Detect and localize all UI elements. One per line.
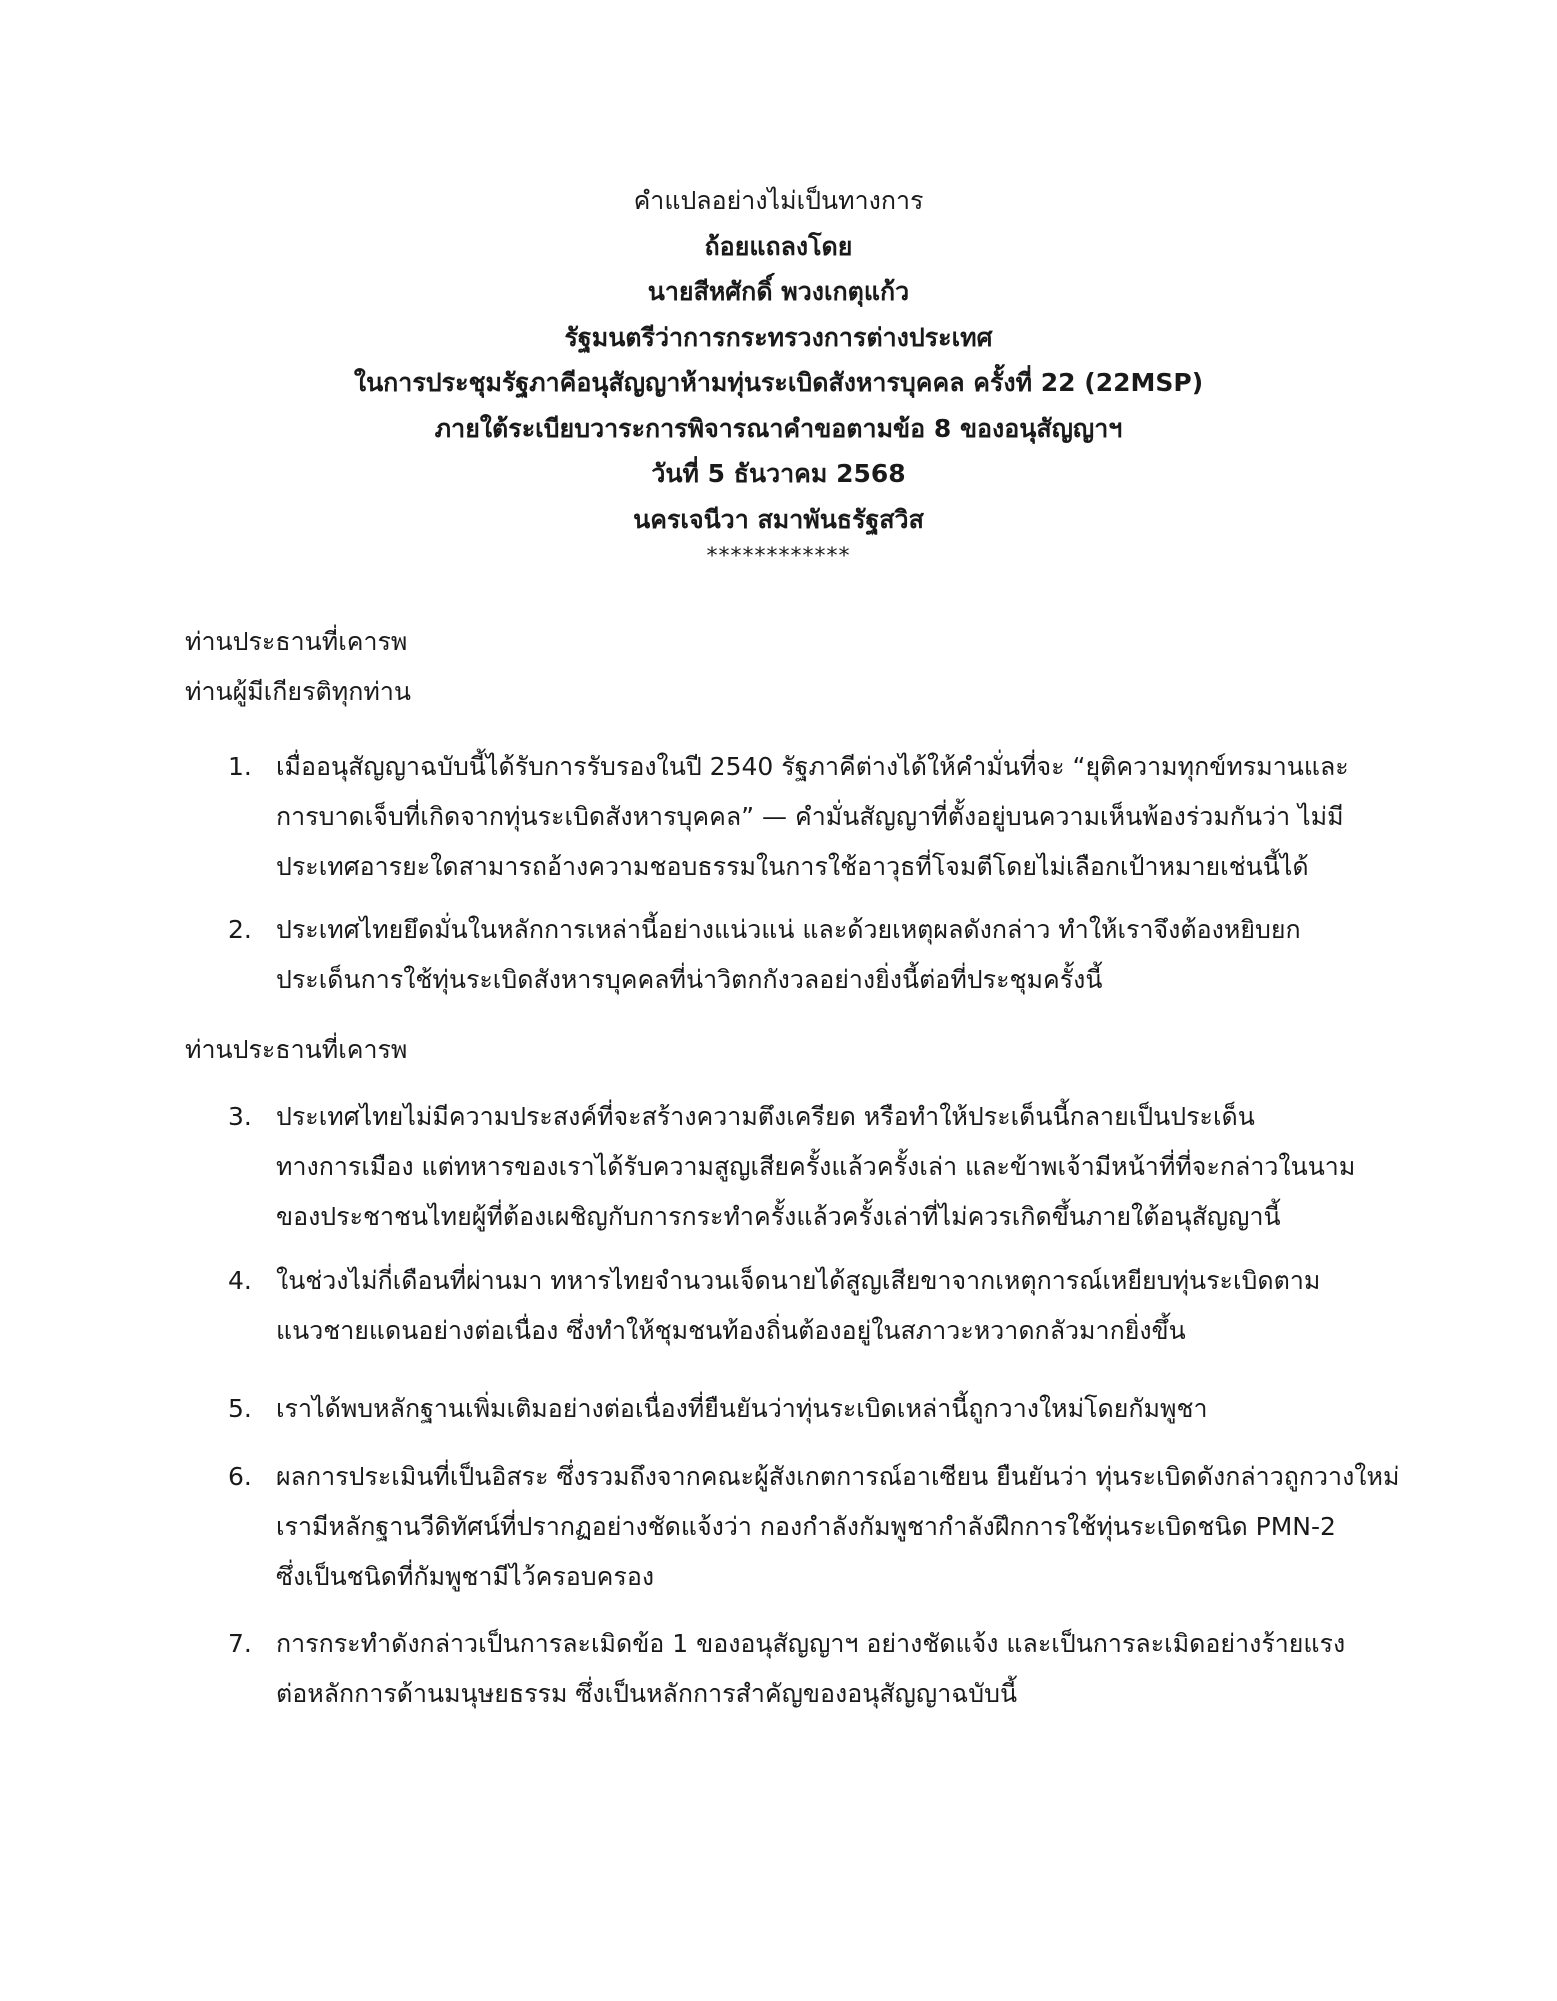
paragraph-line: แนวชายแดนอย่างต่อเนื่อง ซึ่งทำให้ชุมชนท้องถิ่นต้องอยู่ในสภาวะหวาดกลัวมากยิ่งขึ้น [276, 1316, 1186, 1345]
paragraph-line: เมื่ออนุสัญญาฉบับนี้ได้รับการรับรองในปี 2540 รัฐภาคีต่างได้ให้คำมั่นที่จะ “ยุติความทุกข์ทรมานและ [276, 752, 1349, 781]
separator-stars: ************ [706, 544, 851, 569]
paragraph-line: ซึ่งเป็นชนิดที่กัมพูชามีไว้ครอบครอง [276, 1562, 655, 1591]
paragraph-line: เราได้พบหลักฐานเพิ่มเติมอย่างต่อเนื่องที่ยืนยันว่าทุ่นระเบิดเหล่านี้ถูกวางใหม่โดยกัมพูชา [276, 1394, 1208, 1423]
meeting-name: ในการประชุมรัฐภาคีอนุสัญญาห้ามทุ่นระเบิดสังหารบุคคล ครั้งที่ 22 (22MSP) [353, 368, 1204, 397]
agenda-item: ภายใต้ระเบียบวาระการพิจารณาคำขอตามข้อ 8 ของอนุสัญญาฯ [434, 413, 1123, 443]
statement-by-label: ถ้อยแถลงโดย [704, 231, 853, 261]
paragraph-number: 1. [228, 752, 252, 781]
paragraph-line: การบาดเจ็บที่เกิดจากทุ่นระเบิดสังหารบุคคล” — คำมั่นสัญญาที่ตั้งอยู่บนความเห็นพ้องร่วมกันว่า ไม่มี [276, 802, 1344, 831]
salutation-distinguished: ท่านผู้มีเกียรติทุกท่าน [185, 677, 411, 706]
paragraph-number: 6. [228, 1462, 252, 1491]
speaker-name: นายสีหศักดิ์ พวงเกตุแก้ว [647, 277, 910, 306]
paragraph-number: 2. [228, 915, 252, 944]
paragraph-line: ของประชาชนไทยผู้ที่ต้องเผชิญกับการกระทำครั้งแล้วครั้งเล่าที่ไม่ควรเกิดขึ้นภายใต้อนุสัญญานี้ [276, 1202, 1281, 1231]
paragraph-line: การกระทำดังกล่าวเป็นการละเมิดข้อ 1 ของอนุสัญญาฯ อย่างชัดแจ้ง และเป็นการละเมิดอย่างร้ายแรง [276, 1629, 1346, 1658]
salutation-president-2: ท่านประธานที่เคารพ [185, 1035, 408, 1064]
salutation-president: ท่านประธานที่เคารพ [185, 627, 408, 656]
paragraph-number: 3. [228, 1102, 252, 1131]
paragraph-line: ในช่วงไม่กี่เดือนที่ผ่านมา ทหารไทยจำนวนเจ็ดนายได้สูญเสียขาจากเหตุการณ์เหยียบทุ่นระเบิดตาม [276, 1266, 1321, 1295]
paragraph-line: ผลการประเมินที่เป็นอิสระ ซึ่งรวมถึงจากคณะผู้สังเกตการณ์อาเซียน ยืนยันว่า ทุ่นระเบิดดังกล่าวถูกวางใหม่ [276, 1462, 1400, 1491]
paragraph-number: 7. [228, 1629, 252, 1658]
statement-location: นครเจนีวา สมาพันธรัฐสวิส [633, 504, 924, 534]
translation-note: คำแปลอย่างไม่เป็นทางการ [633, 186, 924, 215]
paragraph-line: เรามีหลักฐานวีดิทัศน์ที่ปรากฏอย่างชัดแจ้งว่า กองกำลังกัมพูชากำลังฝึกการใช้ทุ่นระเบิดชนิด PMN-2 [276, 1512, 1336, 1541]
paragraph-line: ประเด็นการใช้ทุ่นระเบิดสังหารบุคคลที่น่าวิตกกังวลอย่างยิ่งนี้ต่อที่ประชุมครั้งนี้ [276, 965, 1103, 994]
paragraph-number: 4. [228, 1266, 252, 1295]
paragraph-line: ประเทศอารยะใดสามารถอ้างความชอบธรรมในการใช้อาวุธที่โจมตีโดยไม่เลือกเป้าหมายเช่นนี้ได้ [276, 852, 1309, 881]
paragraph-line: ประเทศไทยยึดมั่นในหลักการเหล่านี้อย่างแน่วแน่ และด้วยเหตุผลดังกล่าว ทำให้เราจึงต้องหยิบยก [276, 915, 1301, 944]
statement-date: วันที่ 5 ธันวาคม 2568 [651, 459, 906, 488]
paragraph-line: ประเทศไทยไม่มีความประสงค์ที่จะสร้างความตึงเครียด หรือทำให้ประเด็นนี้กลายเป็นประเด็น [276, 1102, 1255, 1131]
paragraph-line: ต่อหลักการด้านมนุษยธรรม ซึ่งเป็นหลักการสำคัญของอนุสัญญาฉบับนี้ [276, 1679, 1018, 1708]
paragraph-line: ทางการเมือง แต่ทหารของเราได้รับความสูญเสียครั้งแล้วครั้งเล่า และข้าพเจ้ามีหน้าที่ที่จะกล่าวในนาม [276, 1152, 1356, 1181]
paragraph-number: 5. [228, 1394, 252, 1423]
statement-header [0, 178, 1557, 572]
speaker-title: รัฐมนตรีว่าการกระทรวงการต่างประเทศ [564, 322, 993, 352]
